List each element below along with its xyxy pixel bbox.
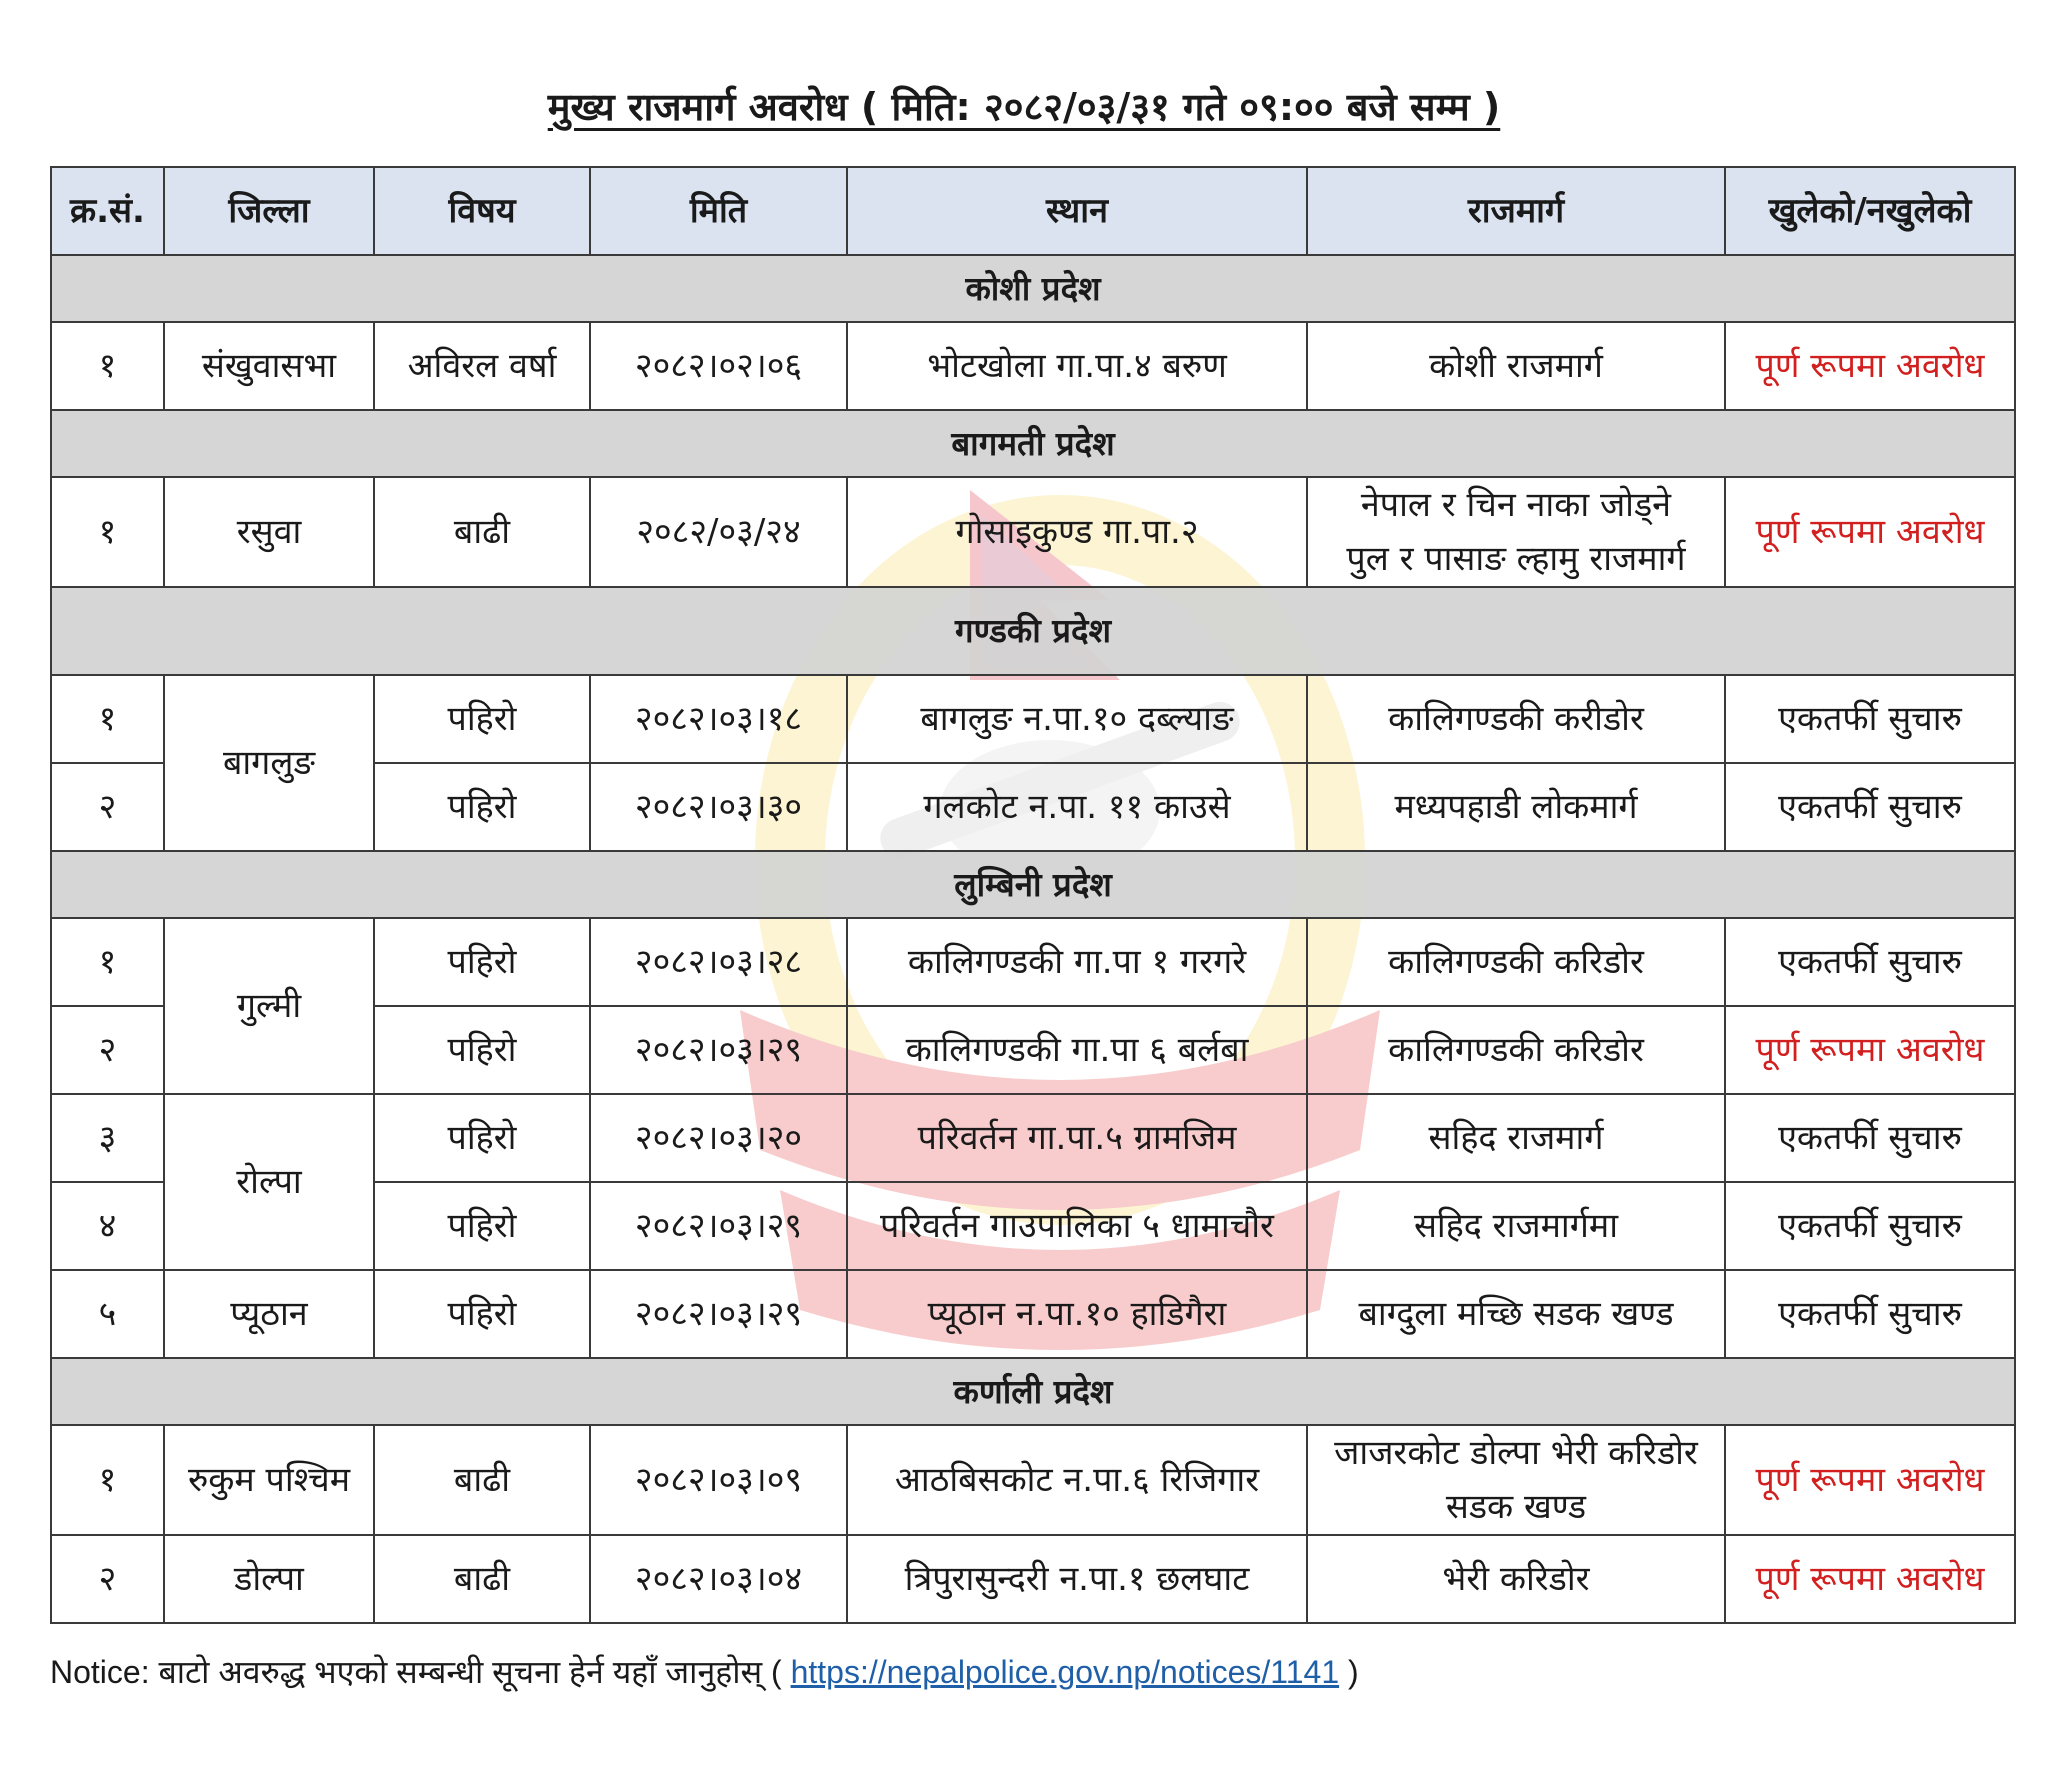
- cell-date: २०८२।०३।०९: [590, 1425, 847, 1535]
- table-row: [51, 322, 2015, 410]
- cell-status: एकतर्फी सुचारु: [1725, 1182, 2015, 1270]
- cell-highway: सहिद राजमार्ग: [1307, 1094, 1725, 1182]
- cell-subject: पहिरो: [374, 1006, 590, 1094]
- cell-sn: ५: [51, 1270, 164, 1358]
- cell-subject: पहिरो: [374, 675, 590, 763]
- cell-sn: १: [51, 675, 164, 763]
- cell-district: बागलुङ: [164, 675, 374, 851]
- province-name: कर्णाली प्रदेश: [51, 1358, 2015, 1425]
- cell-subject: अविरल वर्षा: [374, 322, 590, 410]
- table-row: [51, 1094, 2015, 1182]
- cell-subject: बाढी: [374, 477, 590, 587]
- cell-status: एकतर्फी सुचारु: [1725, 763, 2015, 851]
- cell-place: गोसाइकुण्ड गा.पा.२: [847, 477, 1307, 587]
- cell-sn: २: [51, 1006, 164, 1094]
- cell-highway: मध्यपहाडी लोकमार्ग: [1307, 763, 1725, 851]
- highway-line-1: नेपाल र चिन नाका जोड्ने: [1360, 485, 1672, 525]
- cell-district: रुकुम पश्चिम: [164, 1425, 374, 1535]
- cell-district: रोल्पा: [164, 1094, 374, 1270]
- cell-date: २०८२।०२।०६: [590, 322, 847, 410]
- cell-place: परिवर्तन गाउपालिका ५ धामाचौर: [847, 1182, 1307, 1270]
- cell-highway: सहिद राजमार्गमा: [1307, 1182, 1725, 1270]
- cell-date: २०८२।०३।२०: [590, 1094, 847, 1182]
- cell-subject: बाढी: [374, 1425, 590, 1535]
- table-row: [51, 1425, 2015, 1535]
- cell-subject: बाढी: [374, 1535, 590, 1623]
- cell-highway: कालिगण्डकी करिडोर: [1307, 1006, 1725, 1094]
- cell-district: गुल्मी: [164, 918, 374, 1094]
- highway-obstruction-table: [50, 166, 2016, 1624]
- notice-close: ): [1339, 1654, 1359, 1690]
- cell-date: २०८२।०३।२८: [590, 918, 847, 1006]
- cell-district: प्यूठान: [164, 1270, 374, 1358]
- cell-district: संखुवासभा: [164, 322, 374, 410]
- cell-place: भोटखोला गा.पा.४ बरुण: [847, 322, 1307, 410]
- cell-subject: पहिरो: [374, 1270, 590, 1358]
- cell-date: २०८२।०३।२९: [590, 1182, 847, 1270]
- page-title: मुख्य राजमार्ग अवरोध ( मिति: २०८२/०३/३१ गते ०९:०० बजे सम्म ): [547, 85, 1501, 129]
- cell-status: पूर्ण रूपमा अवरोध: [1725, 477, 2015, 587]
- notice-footer: [50, 1650, 1359, 1693]
- table-row: [51, 1535, 2015, 1623]
- cell-date: २०८२/०३/२४: [590, 477, 847, 587]
- cell-subject: पहिरो: [374, 763, 590, 851]
- notice-text: Notice: बाटो अवरुद्ध भएको सम्बन्धी सूचना हेर्न यहाँ जानुहोस् (: [50, 1654, 791, 1690]
- cell-date: २०८२।०३।२९: [590, 1006, 847, 1094]
- header-district: जिल्ला: [164, 167, 374, 255]
- cell-sn: १: [51, 1425, 164, 1535]
- cell-status: पूर्ण रूपमा अवरोध: [1725, 1006, 2015, 1094]
- cell-date: २०८२।०३।०४: [590, 1535, 847, 1623]
- cell-district: रसुवा: [164, 477, 374, 587]
- table-header-row: [51, 167, 2015, 255]
- cell-sn: १: [51, 918, 164, 1006]
- cell-status: एकतर्फी सुचारु: [1725, 1094, 2015, 1182]
- cell-sn: २: [51, 1535, 164, 1623]
- header-sn: क्र.सं.: [51, 167, 164, 255]
- header-subject: विषय: [374, 167, 590, 255]
- cell-highway: [1307, 1425, 1725, 1535]
- cell-place: कालिगण्डकी गा.पा १ गरगरे: [847, 918, 1307, 1006]
- cell-highway: भेरी करिडोर: [1307, 1535, 1725, 1623]
- cell-highway: कोशी राजमार्ग: [1307, 322, 1725, 410]
- cell-status: एकतर्फी सुचारु: [1725, 1270, 2015, 1358]
- header-highway: राजमार्ग: [1307, 167, 1725, 255]
- cell-sn: ४: [51, 1182, 164, 1270]
- cell-place: प्यूठान न.पा.१० हाडिगैरा: [847, 1270, 1307, 1358]
- cell-place: कालिगण्डकी गा.पा ६ बर्लबा: [847, 1006, 1307, 1094]
- cell-highway: [1307, 477, 1725, 587]
- table-row: [51, 675, 2015, 763]
- province-row-gandaki: [51, 587, 2015, 675]
- cell-highway: कालिगण्डकी करीडोर: [1307, 675, 1725, 763]
- header-place: स्थान: [847, 167, 1307, 255]
- cell-status: एकतर्फी सुचारु: [1725, 675, 2015, 763]
- cell-subject: पहिरो: [374, 1094, 590, 1182]
- province-name: लुम्बिनी प्रदेश: [51, 851, 2015, 918]
- cell-place: आठबिसकोट न.पा.६ रिजिगार: [847, 1425, 1307, 1535]
- cell-place: बागलुङ न.पा.१० दब्ल्याङ: [847, 675, 1307, 763]
- cell-highway: बाग्दुला मच्छि सडक खण्ड: [1307, 1270, 1725, 1358]
- cell-district: डोल्पा: [164, 1535, 374, 1623]
- cell-date: २०८२।०३।३०: [590, 763, 847, 851]
- cell-status: पूर्ण रूपमा अवरोध: [1725, 1425, 2015, 1535]
- cell-status: एकतर्फी सुचारु: [1725, 918, 2015, 1006]
- header-status: खुलेको/नखुलेको: [1725, 167, 2015, 255]
- cell-status: पूर्ण रूपमा अवरोध: [1725, 322, 2015, 410]
- province-row-koshi: [51, 255, 2015, 322]
- cell-sn: ३: [51, 1094, 164, 1182]
- cell-date: २०८२।०३।१८: [590, 675, 847, 763]
- province-name: बागमती प्रदेश: [51, 410, 2015, 477]
- cell-subject: पहिरो: [374, 1182, 590, 1270]
- cell-status: पूर्ण रूपमा अवरोध: [1725, 1535, 2015, 1623]
- highway-line-2: पुल र पासाङ ल्हामु राजमार्ग: [1346, 539, 1686, 579]
- cell-subject: पहिरो: [374, 918, 590, 1006]
- cell-date: २०८२।०३।२९: [590, 1270, 847, 1358]
- highway-line-2: सडक खण्ड: [1445, 1487, 1587, 1527]
- province-row-lumbini: [51, 851, 2015, 918]
- cell-highway: कालिगण्डकी करिडोर: [1307, 918, 1725, 1006]
- table-row: [51, 477, 2015, 587]
- province-name: गण्डकी प्रदेश: [51, 587, 2015, 675]
- table-row: [51, 918, 2015, 1006]
- highway-line-1: जाजरकोट डोल्पा भेरी करिडोर: [1334, 1433, 1698, 1473]
- cell-sn: १: [51, 322, 164, 410]
- cell-sn: २: [51, 763, 164, 851]
- header-date: मिति: [590, 167, 847, 255]
- province-row-karnali: [51, 1358, 2015, 1425]
- table-row: [51, 1270, 2015, 1358]
- province-row-bagmati: [51, 410, 2015, 477]
- notice-link[interactable]: https://nepalpolice.gov.np/notices/1141: [790, 1654, 1340, 1690]
- province-name: कोशी प्रदेश: [51, 255, 2015, 322]
- cell-place: परिवर्तन गा.पा.५ ग्रामजिम: [847, 1094, 1307, 1182]
- cell-place: गलकोट न.पा. ११ काउसे: [847, 763, 1307, 851]
- cell-sn: १: [51, 477, 164, 587]
- cell-place: त्रिपुरासुन्दरी न.पा.१ छलघाट: [847, 1535, 1307, 1623]
